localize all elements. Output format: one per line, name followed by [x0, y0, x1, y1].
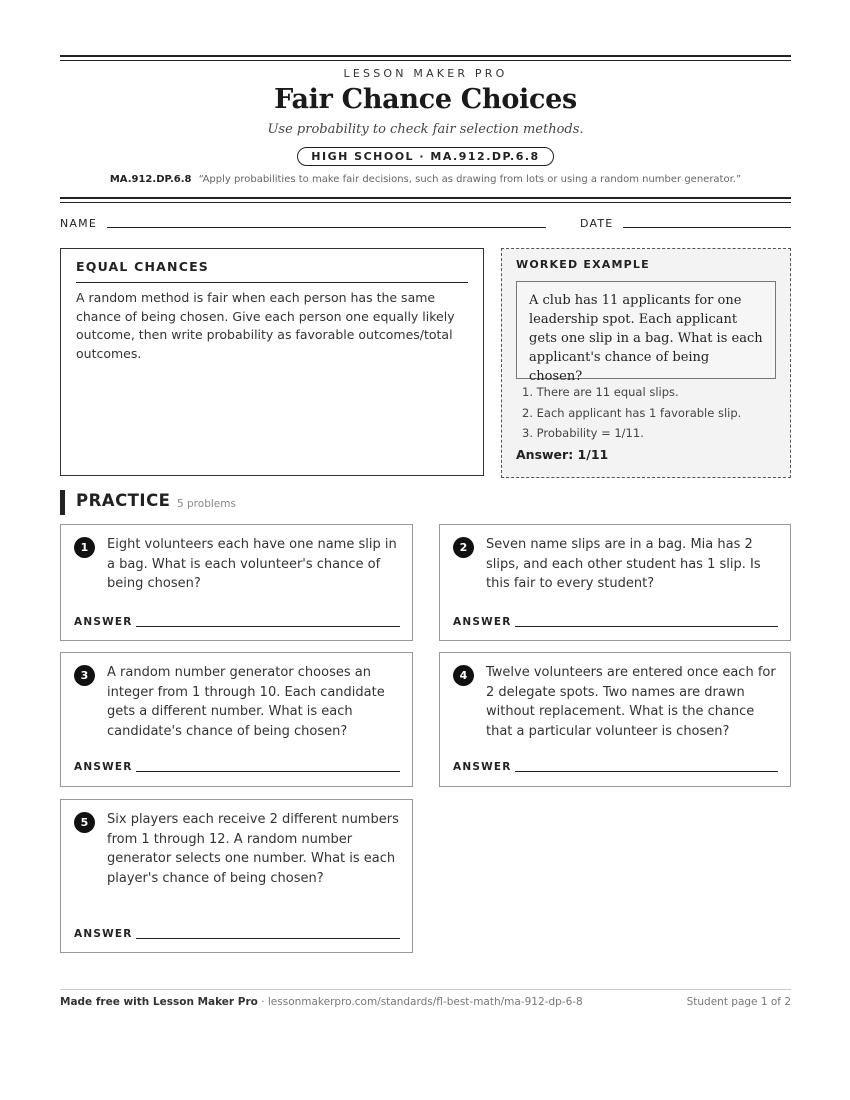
date-label: DATE	[580, 217, 614, 230]
problem-text: Six players each receive 2 different numbers from 1 through 12. A random number generator selects one number. What is each player's chance of being chosen?	[107, 812, 399, 886]
footer-credit	[60, 996, 583, 1008]
problem-card-4	[439, 652, 791, 787]
answer-field[interactable]	[136, 626, 400, 627]
answer-field[interactable]	[136, 938, 400, 939]
concept-divider	[76, 282, 468, 283]
page-title: Fair Chance Choices	[274, 84, 577, 115]
footer-divider	[60, 989, 791, 990]
example-steps	[522, 382, 741, 444]
problem-number: 2	[453, 537, 474, 558]
practice-heading: PRACTICE	[76, 491, 171, 510]
answer-label: ANSWER	[74, 928, 133, 940]
example-step: 3. Probability = 1/11.	[522, 426, 644, 440]
problem-card-1	[60, 524, 413, 641]
standard-statement	[60, 174, 791, 185]
problem-card-2	[439, 524, 791, 641]
header-rule-bottom	[60, 197, 791, 199]
equal-chances-box	[60, 248, 484, 476]
example-step: 1. There are 11 equal slips.	[522, 385, 679, 399]
name-label: NAME	[60, 217, 97, 230]
problem-number: 4	[453, 665, 474, 686]
answer-label: ANSWER	[74, 761, 133, 773]
answer-field[interactable]	[515, 771, 778, 772]
answer-label: ANSWER	[453, 616, 512, 628]
worked-example-box	[501, 248, 791, 478]
concept-body: A random method is fair when each person has the same chance of being chosen. Give each person one equally likely outcome, then write probability as favorable outcomes/total outcomes.	[76, 290, 455, 361]
practice-accent-bar	[60, 490, 65, 515]
problem-text: Seven name slips are in a bag. Mia has 2 slips, and each other student has 1 slip. Is this fair to every student?	[486, 537, 761, 591]
example-step: 2. Each applicant has 1 favorable slip.	[522, 405, 742, 420]
answer-field[interactable]	[136, 771, 400, 772]
problem-number: 5	[74, 812, 95, 833]
example-problem: A club has 11 applicants for one leadership spot. Each applicant gets one slip in a bag. What is each applicant's chance of being chosen?	[516, 281, 776, 379]
answer-label: ANSWER	[453, 761, 512, 773]
date-field[interactable]	[623, 227, 791, 228]
brand-name: LESSON MAKER PRO	[343, 67, 508, 80]
standard-code: MA.912.DP.6.8	[109, 174, 192, 185]
standard-text: “Apply probabilities to make fair decisions, such as drawing from lots or using a random number generator.”	[198, 174, 742, 185]
page-subtitle: Use probability to check fair selection methods.	[267, 122, 584, 137]
problem-text: Twelve volunteers are entered once each for 2 delegate spots. Two names are drawn without replacement. What is the chance that a particular volunteer is chosen?	[486, 665, 776, 739]
concept-heading: EQUAL CHANCES	[76, 259, 210, 274]
footer-url[interactable]: · lessonmakerpro.com/standards/fl-best-math/ma-912-dp-6-8	[257, 996, 583, 1008]
header-rule-top-thin	[60, 60, 791, 61]
answer-field[interactable]	[515, 626, 778, 627]
grade-standard-badge: HIGH SCHOOL · MA.912.DP.6.8	[297, 147, 553, 166]
problem-number: 3	[74, 665, 95, 686]
answer-label: ANSWER	[74, 616, 133, 628]
example-heading: WORKED EXAMPLE	[516, 258, 650, 271]
problem-card-3	[60, 652, 413, 787]
name-field[interactable]	[107, 227, 546, 228]
problem-text: Eight volunteers each have one name slip in a bag. What is each volunteer's chance of being chosen?	[107, 537, 397, 591]
footer-made-with: Made free with Lesson Maker Pro	[60, 996, 258, 1008]
footer-page-number: Student page 1 of 2	[686, 996, 791, 1008]
practice-count: 5 problems	[177, 498, 236, 510]
example-answer: Answer: 1/11	[516, 447, 609, 462]
header-rule-bottom-thin	[60, 202, 791, 203]
worksheet-page	[60, 0, 791, 1100]
problem-number: 1	[74, 537, 95, 558]
problem-card-5	[60, 799, 413, 953]
problem-text: A random number generator chooses an integer from 1 through 10. Each candidate gets a different number. What is each candidate's chance of being chosen?	[107, 665, 385, 739]
header-rule-top	[60, 55, 791, 57]
